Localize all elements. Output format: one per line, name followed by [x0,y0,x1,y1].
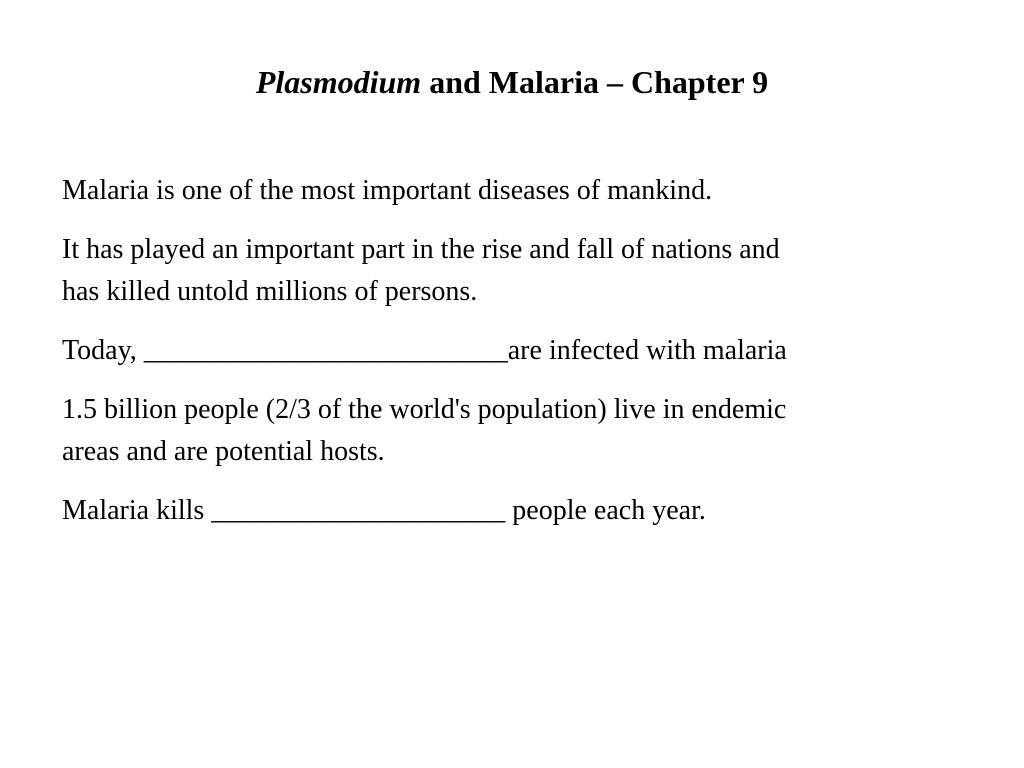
paragraph-population-line-2: areas and are potential hosts. [62,436,385,467]
title-rest-part: and Malaria – Chapter 9 [421,64,769,100]
paragraph-infected-today: Today, __________________________are infected with malaria [62,335,787,366]
paragraph-deaths-per-year: Malaria kills _____________________ people each year. [62,495,706,526]
paragraph-history [62,229,962,313]
paragraph-history-line-2: has killed untold millions of persons. [62,276,478,307]
paragraph-population-line-1: 1.5 billion people (2/3 of the world's population) live in endemic [62,394,787,425]
paragraph-history-line-1: It has played an important part in the rise and fall of nations and [62,234,780,265]
paragraph-population-at-risk [62,389,962,473]
slide-title [0,62,1024,102]
slide-body [62,170,962,549]
paragraph-malaria-importance: Malaria is one of the most important diseases of mankind. [62,175,713,206]
title-italic-part: Plasmodium [255,64,422,100]
